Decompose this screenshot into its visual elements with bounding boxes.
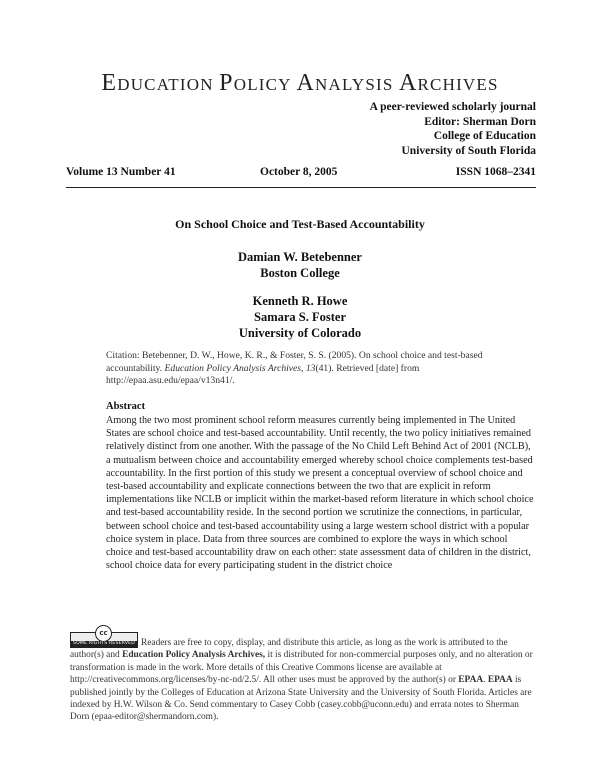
- issue-info-row: [66, 166, 536, 188]
- license-text: Readers are free to copy, display, and distribute this article, as long as the work is attributed to the author(s) and: [70, 638, 508, 661]
- citation-text: Citation: Betebenner, D. W., Howe, K. R., & Foster, S. S. (2005). On school choice and test-based accountability.: [106, 350, 483, 374]
- journal-title: [0, 70, 600, 97]
- journal-title-part: OLICY: [233, 75, 297, 94]
- journal-title-initial-e: E: [101, 70, 118, 96]
- license-epaa: EPAA: [487, 675, 513, 686]
- author-block-2: [0, 293, 600, 341]
- journal-title-part: NALYSIS: [315, 75, 399, 94]
- journal-college: College of Education: [433, 130, 536, 142]
- citation-text-end: (41). Retrieved [date] from http://epaa.asu.edu/epaa/v13n41/.: [106, 362, 420, 386]
- creative-commons-badge[interactable]: [70, 629, 138, 648]
- journal-title-part: RCHIVES: [417, 75, 499, 94]
- abstract-text: Among the two most prominent school reform measures currently being implemented in The United States are school choice and test-based accountability. Until recently, the two policy initiatives remained relatively distinct from one another. With the passage of the No Child Left Behind Act of 2001 (NCLB), a mutualism between choice and accountability emerged whereby school choice complements test-based accountability. In the first portion of this study we present a conceptual overview of school choice and test-based accountability and explicate connections between the two that are explicit in reform implementations like NCLB or implicit within the market-based reform literature in which school choice and test-based accountability reside. In the second portion we scrutinize the connections, in particular, between school choice and test-based accountability using a large western school district with a popular choice system in place. Data from three sources are combined to explore the ways in which school choice and test-based accountability draw on each other: state assessment data of children in the district, school choice data for every participating student in the district choice: [106, 415, 534, 572]
- journal-tagline: A peer-reviewed scholarly journal: [369, 101, 536, 113]
- journal-title-initial-a: A: [296, 70, 316, 96]
- journal-info: [370, 100, 536, 158]
- author-affiliation: University of Colorado: [238, 326, 362, 340]
- cc-icon: cc: [95, 625, 112, 642]
- license-text: is published jointly by the Colleges of Education at Arizona State University and the University of South Florida. Articles are indexed by H.W. Wilson & Co. Send commentary to Casey Cobb (casey.cobb@uconn.edu) and errata notes to Sherman Dorn (epaa-editor@shermandorn.com).: [70, 675, 532, 723]
- license-text: it is distributed for non-commercial purposes only, and no alteration or transformation is made in the work. More details of this Creative Commons license are available at http://creativecommons.org/licenses/by-nc-nd/2.5/. All other uses must be approved by the author(s) or: [70, 650, 533, 686]
- author-name: Samara S. Foster: [254, 310, 346, 324]
- license-journal-name: Education Policy Analysis Archives,: [122, 650, 266, 661]
- citation: [106, 350, 534, 388]
- journal-editor: Editor: Sherman Dorn: [424, 115, 536, 128]
- journal-title-initial-a2: A: [398, 70, 418, 96]
- license-text: .: [483, 675, 488, 686]
- issue-volume: Volume 13 Number 41: [66, 166, 176, 178]
- author-block-1: [0, 249, 600, 281]
- journal-title-initial-p: P: [219, 70, 234, 96]
- author-name: Kenneth R. Howe: [252, 294, 348, 308]
- issue-issn: ISSN 1068–2341: [455, 166, 536, 178]
- journal-title-part: DUCATION: [117, 75, 220, 94]
- license-epaa: EPAA: [458, 675, 484, 686]
- cc-badge-text: SOME RIGHTS RESERVED: [72, 641, 136, 646]
- author-name: Damian W. Betebenner: [238, 250, 362, 264]
- abstract-heading: Abstract: [106, 401, 146, 412]
- paper-title: On School Choice and Test-Based Accountability: [175, 217, 425, 231]
- license-notice: [70, 629, 536, 724]
- citation-journal: Education Policy Analysis Archives, 13: [164, 362, 316, 374]
- issue-date: October 8, 2005: [260, 166, 338, 178]
- journal-university: University of South Florida: [401, 144, 536, 157]
- author-affiliation: Boston College: [260, 266, 340, 280]
